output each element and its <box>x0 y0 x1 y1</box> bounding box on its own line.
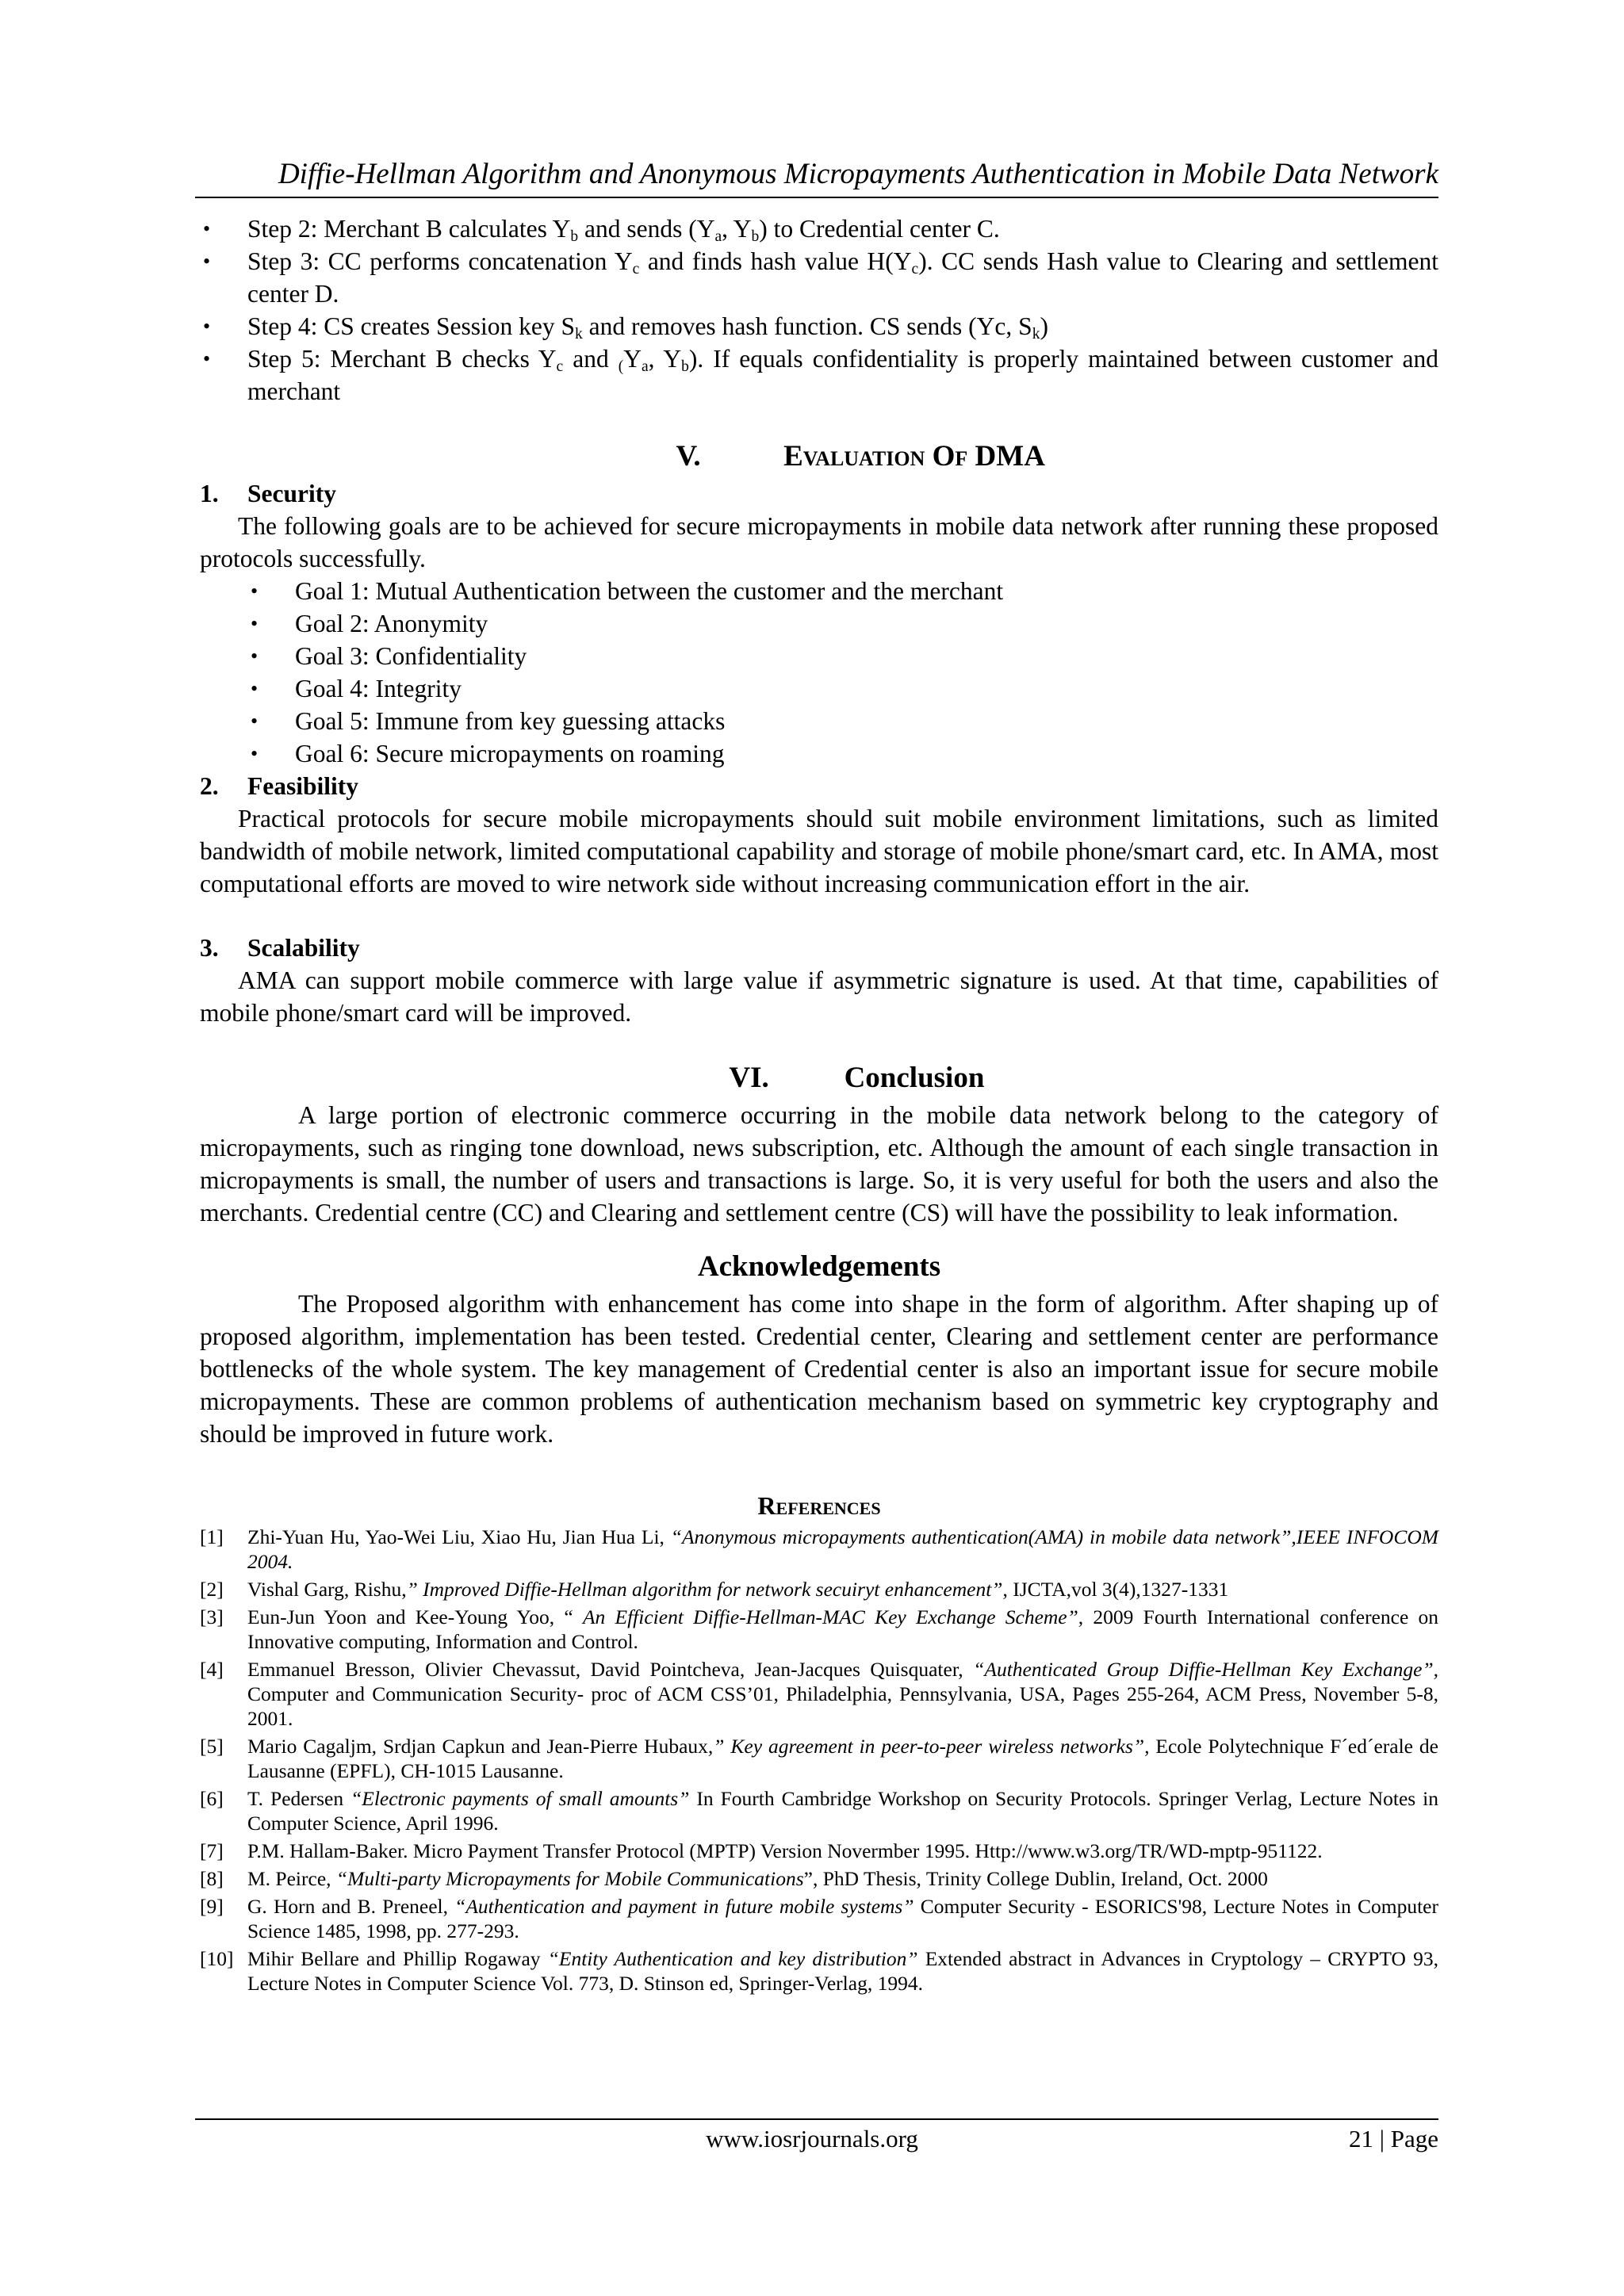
reference-title: ” Improved Diffie-Hellman algorithm for network secuiryt enhancement” <box>406 1578 1003 1601</box>
step-2-text: , Y <box>722 215 752 243</box>
bullet-icon: • <box>203 347 211 370</box>
reference-authors: G. Horn and B. Preneel, <box>247 1895 455 1918</box>
goal-item <box>247 737 1438 770</box>
subscript: k <box>1032 325 1040 342</box>
reference-source: ”, PhD Thesis, Trinity College Dublin, Ireland, Oct. 2000 <box>803 1867 1268 1890</box>
step-3-text: ). CC sends Hash value to Clearing and settlement center D. <box>247 247 1439 308</box>
step-4-text: ) <box>1040 312 1048 340</box>
section-5-title-b: Of <box>925 440 975 473</box>
reference-source: , IJCTA,vol 3(4),1327-1331 <box>1002 1578 1229 1601</box>
references-heading: References <box>757 1491 881 1520</box>
goal-item <box>247 640 1438 672</box>
reference-item <box>200 1525 1438 1574</box>
step-2-text: ) to Credential center C. <box>759 215 1000 243</box>
reference-source: In Fourth Cambridge Workshop on Security Protocols. Springer Verlag, Lecture Notes in Computer Science, April 1996. <box>247 1787 1438 1835</box>
goal-text: Goal 5: Immune from key guessing attacks <box>295 707 726 735</box>
security-title: Security <box>247 480 336 507</box>
reference-authors: Mario Cagaljm, Srdjan Capkun and Jean-Pierre Hubaux <box>247 1735 708 1758</box>
reference-number: [9] <box>200 1895 224 1918</box>
goal-text: Goal 3: Confidentiality <box>295 642 527 670</box>
reference-title: “Multi-party Micropayments for Mobile Communications <box>335 1867 804 1890</box>
security-paragraph: The following goals are to be achieved for secure micropayments in mobile data network after running these proposed protocols successfully. <box>200 512 1438 572</box>
scalability-title: Scalability <box>247 934 360 962</box>
reference-item <box>200 1786 1438 1835</box>
subscript: b <box>570 228 579 245</box>
bullet-icon: • <box>251 645 259 668</box>
reference-source: Extended abstract in Advances in Cryptology – CRYPTO 93, Lecture Notes in Computer Science Vol. 773, D. Stinson ed, Springer-Verlag, 1994. <box>247 1947 1438 1995</box>
goal-item <box>247 672 1438 705</box>
subscript: a <box>641 358 649 375</box>
protocol-steps-list <box>200 212 1438 408</box>
goal-item <box>247 705 1438 737</box>
feasibility-number: 2. <box>200 772 219 800</box>
acknowledgements-paragraph: The Proposed algorithm with enhancement has come into shape in the form of algorithm. After shaping up of proposed algorithm, implementation has been tested. Credential center, Clearing and settlement center are performance bottlenecks of the whole system. The key management of Credential center is also an important issue for secure mobile micropayments. These are common problems of authentication mechanism based on symmetric key cryptography and should be improved in future work. <box>200 1290 1438 1448</box>
section-5-title-c: DMA <box>975 440 1045 473</box>
reference-item <box>200 1894 1438 1943</box>
bullet-icon: • <box>203 250 211 273</box>
reference-source: 2009 Fourth International conference on Innovative computing, Information and Control. <box>247 1605 1439 1653</box>
reference-authors: Emmanuel Bresson, Olivier Chevassut, David Pointcheva, Jean-Jacques Quisquater, <box>247 1658 974 1681</box>
reference-source: Computer and Communication Security- proc of ACM CSS’01, Philadelphia, Pennsylvania, USA, Pages 255-264, ACM Press, November 5-8, 2001. <box>247 1682 1438 1730</box>
reference-authors: Mihir Bellare and Phillip Rogaway <box>247 1947 548 1970</box>
reference-title: “Entity Authentication and key distribution” <box>547 1947 918 1970</box>
bullet-icon: • <box>203 315 211 338</box>
page-content <box>200 212 1438 1999</box>
subscript: a <box>714 228 722 245</box>
subscript: k <box>574 325 583 342</box>
reference-number: [3] <box>200 1605 224 1628</box>
subscript: c <box>632 260 640 277</box>
step-3-item <box>200 245 1438 310</box>
section-6-number: VI. <box>729 1062 769 1094</box>
bullet-icon: • <box>251 612 259 635</box>
reference-title: “Anonymous micropayments authentication(AMA) in mobile data network”,IEEE INFOCOM 2004. <box>247 1525 1439 1573</box>
step-5-item <box>200 342 1438 408</box>
footer-page-number: 21 | Page <box>1349 2125 1438 2152</box>
conclusion-paragraph: A large portion of electronic commerce occurring in the mobile data network belong to the category of micropayments, such as ringing tone download, news subscription, etc. Although the amount of each single transaction in micropayments is small, the number of users and transactions is large. So, it is very useful for both the users and also the merchants. Credential centre (CC) and Clearing and settlement centre (CS) will have the possibility to leak information. <box>200 1101 1438 1226</box>
step-5-text: Y <box>623 345 642 373</box>
bullet-icon: • <box>251 742 259 765</box>
section-6-title: Conclusion <box>844 1062 985 1094</box>
reference-number: [6] <box>200 1787 224 1810</box>
scalability-number: 3. <box>200 934 219 962</box>
goal-text: Goal 2: Anonymity <box>295 610 488 637</box>
reference-item <box>200 1734 1438 1783</box>
reference-item <box>200 1605 1438 1654</box>
goal-text: Goal 6: Secure micropayments on roaming <box>295 740 725 767</box>
reference-authors: T. Pedersen <box>247 1787 351 1810</box>
step-4-text: Step 4: CS creates Session key S <box>247 312 575 340</box>
acknowledgements-heading: Acknowledgements <box>697 1250 941 1283</box>
reference-title: “Authentication and payment in future mobile systems” <box>454 1895 914 1918</box>
spacer <box>200 1229 1438 1246</box>
subscript: ( <box>618 358 624 375</box>
step-4-item <box>200 310 1438 342</box>
security-heading <box>200 477 1438 510</box>
reference-item <box>200 1577 1438 1601</box>
reference-source: Ecole Polytechnique F´ed´erale de Lausanne (EPFL), CH-1015 Lausanne. <box>247 1735 1439 1782</box>
goal-text: Goal 4: Integrity <box>295 675 462 702</box>
reference-authors: Eun-Jun Yoon and Kee-Young Yoo, “ <box>247 1605 583 1628</box>
footer-divider <box>195 2118 1438 2120</box>
step-3-text: and finds hash value H(Y <box>639 247 912 275</box>
references-list <box>200 1525 1438 1996</box>
reference-item <box>200 1657 1438 1731</box>
bullet-icon: • <box>251 580 259 603</box>
footer-website: www.iosrjournals.org <box>706 2125 918 2152</box>
reference-title: “Authenticated Group Diffie-Hellman Key Exchange”, <box>973 1658 1438 1681</box>
spacer <box>200 900 1438 932</box>
step-5-text: ). If equals confidentiality is properly maintained between customer and merchant <box>247 345 1438 405</box>
step-2-text: Step 2: Merchant B calculates Y <box>247 215 571 243</box>
reference-authors: P.M. Hallam-Baker. Micro Payment Transfer Protocol (MPTP) Version Novermber 1995. Http://www.w3.org/TR/WD-mptp-951122. <box>247 1839 1323 1862</box>
reference-item <box>200 1866 1438 1891</box>
section-6-heading <box>200 1058 1438 1099</box>
feasibility-heading <box>200 770 1438 802</box>
step-3-text: Step 3: CC performs concatenation Y <box>247 247 633 275</box>
reference-number: [1] <box>200 1525 224 1548</box>
step-5-text: Step 5: Merchant B checks Y <box>247 345 557 373</box>
reference-item <box>200 1839 1438 1863</box>
section-5-heading <box>200 436 1438 477</box>
step-2-text: and sends (Y <box>578 215 715 243</box>
step-5-text: , Y <box>648 345 682 373</box>
security-number: 1. <box>200 480 219 507</box>
subscript: b <box>681 358 689 375</box>
reference-authors: Zhi-Yuan Hu, Yao-Wei Liu, Xiao Hu, Jian Hua Li, <box>247 1525 671 1548</box>
step-2-item <box>200 212 1438 245</box>
reference-number: [10] <box>200 1947 234 1970</box>
reference-source: Computer Security - ESORICS'98, Lecture Notes in Computer Science 1485, 1998, pp. 277-293. <box>247 1895 1438 1942</box>
step-4-text: and removes hash function. CS sends (Yc, S <box>582 312 1032 340</box>
bullet-icon: • <box>203 217 211 240</box>
reference-number: [8] <box>200 1867 224 1890</box>
scalability-heading <box>200 932 1438 964</box>
subscript: c <box>911 260 919 277</box>
section-5-title-a: Evaluation <box>783 440 925 473</box>
reference-number: [7] <box>200 1839 224 1862</box>
reference-item <box>200 1946 1438 1996</box>
goal-text: Goal 1: Mutual Authentication between the customer and the merchant <box>295 577 1004 605</box>
running-header: Diffie-Hellman Algorithm and Anonymous Micropayments Authentication in Mobile Data Network <box>195 155 1438 198</box>
reference-number: [4] <box>200 1658 224 1681</box>
subscript: c <box>556 358 564 375</box>
section-5-number: V. <box>676 440 701 473</box>
feasibility-title: Feasibility <box>247 772 358 800</box>
subscript: b <box>751 228 760 245</box>
bullet-icon: • <box>251 710 259 733</box>
scalability-paragraph: AMA can support mobile commerce with large value if asymmetric signature is used. At that time, capabilities of mobile phone/smart card will be improved. <box>200 966 1438 1027</box>
step-5-text: and <box>563 345 619 373</box>
goal-item <box>247 575 1438 607</box>
reference-title: ,” Key agreement in peer-to-peer wireless networks”, <box>707 1735 1150 1758</box>
reference-title: An Efficient Diffie-Hellman-MAC Key Exchange Scheme”, <box>582 1605 1084 1628</box>
reference-authors: Vishal Garg, Rishu, <box>247 1578 407 1601</box>
bullet-icon: • <box>251 677 259 700</box>
feasibility-paragraph: Practical protocols for secure mobile micropayments should suit mobile environment limitations, such as limited bandwidth of mobile network, limited computational capability and storage of mobile phone/smart card, etc. In AMA, most computational efforts are moved to wire network side without increasing communication effort in the air. <box>200 805 1438 897</box>
reference-title: “Electronic payments of small amounts” <box>350 1787 690 1810</box>
goal-item <box>247 607 1438 640</box>
reference-authors: M. Peirce, <box>247 1867 336 1890</box>
reference-number: [5] <box>200 1735 224 1758</box>
reference-number: [2] <box>200 1578 224 1601</box>
goals-list <box>247 575 1438 770</box>
